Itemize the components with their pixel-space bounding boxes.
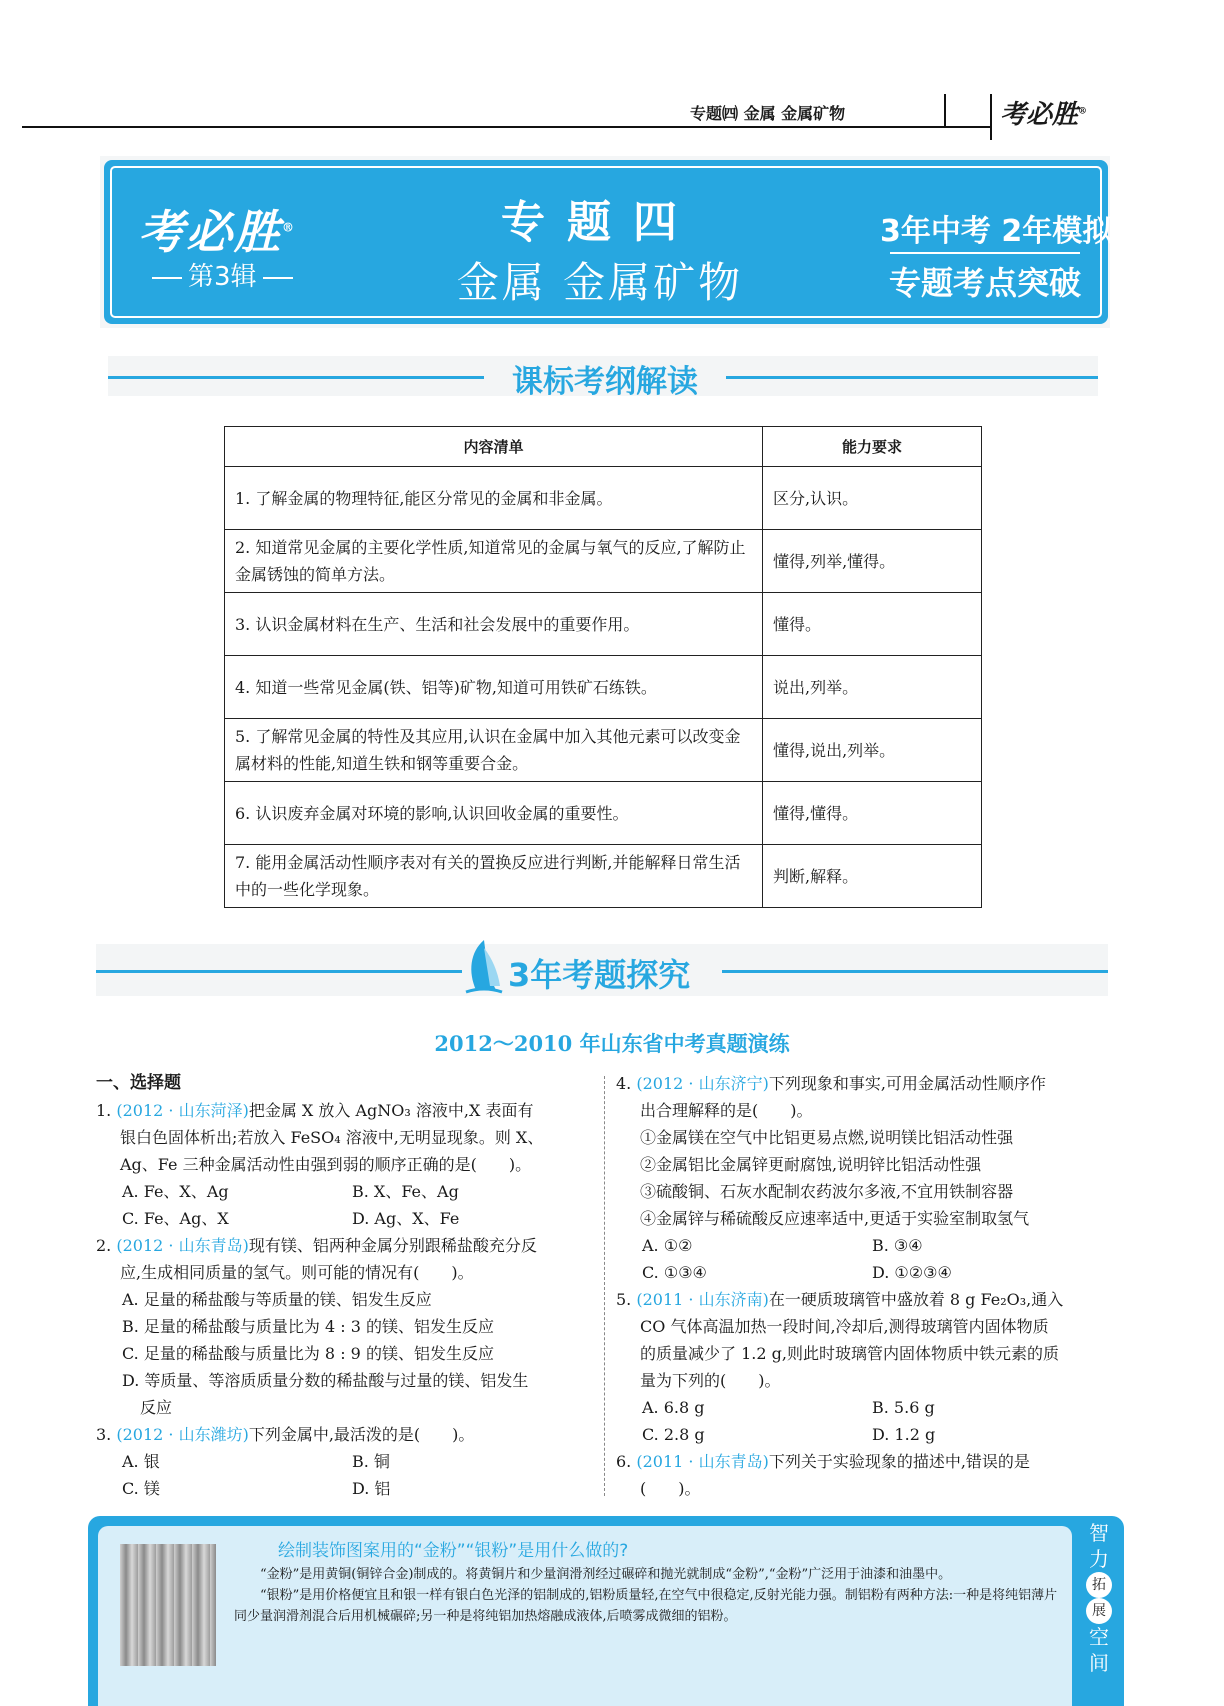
section-label: 一、选择题 <box>96 1073 181 1093</box>
content-cell: 1. 了解金属的物理特征,能区分常见的金属和非金属。 <box>225 467 763 530</box>
question-source: (2011 · 山东青岛) <box>636 1452 769 1471</box>
section-line <box>96 970 462 973</box>
question-line: ( )。 <box>640 1479 701 1498</box>
question-source: (2011 · 山东济南) <box>636 1290 769 1309</box>
question-line: 应,生成相同质量的氢气。则可能的情况有( )。 <box>120 1263 474 1282</box>
table-row <box>225 719 982 782</box>
ability-cell: 懂得,懂得。 <box>763 782 982 845</box>
option: B. X、Fe、Ag <box>352 1182 459 1201</box>
question-1: 1. (2012 · 山东菏泽)把金属 X 放入 AgNO₃ 溶液中,X 表面有 <box>96 1101 534 1120</box>
table-row <box>225 467 982 530</box>
content-cell: 7. 能用金属活动性顺序表对有关的置换反应进行判断,并能解释日常生活中的一些化学现象。 <box>225 845 763 908</box>
table-header: 内容清单 <box>225 427 763 467</box>
section-line <box>108 376 484 379</box>
option: C. 2.8 g <box>642 1425 705 1444</box>
header-rule <box>22 126 990 128</box>
box-text <box>234 1564 1058 1627</box>
statement: ②金属铝比金属锌更耐腐蚀,说明锌比铝活动性强 <box>640 1155 982 1174</box>
table-row <box>225 845 982 908</box>
running-title: 专题㈣ 金属 金属矿物 <box>690 104 846 123</box>
box-paragraph: “金粉”是用黄铜(铜锌合金)制成的。将黄铜片和少量润滑剂经过碾碎和抛光就制成“金粉”,“金粉”广泛用于油漆和油墨中。 <box>260 1567 952 1582</box>
subsection-title: 2012～2010 年山东省中考真题演练 <box>434 1031 790 1056</box>
option: A. ①② <box>642 1236 693 1255</box>
question-line: 出合理解释的是( )。 <box>640 1101 813 1120</box>
option: A. Fe、X、Ag <box>122 1182 229 1201</box>
table-row <box>225 782 982 845</box>
section-title: 课标考纲解读 <box>512 364 698 400</box>
question-source: (2012 · 山东菏泽) <box>116 1101 249 1120</box>
content-cell: 6. 认识废弃金属对环境的影响,认识回收金属的重要性。 <box>225 782 763 845</box>
content-cell: 3. 认识金属材料在生产、生活和社会发展中的重要作用。 <box>225 593 763 656</box>
option: C. Fe、Ag、X <box>122 1209 229 1228</box>
ability-cell: 懂得,说出,列举。 <box>763 719 982 782</box>
header-logo: 考必胜® <box>1000 100 1088 130</box>
ability-cell: 说出,列举。 <box>763 656 982 719</box>
question-3: 3. (2012 · 山东潍坊)下列金属中,最活泼的是( )。 <box>96 1425 475 1444</box>
illustration-image <box>120 1544 216 1666</box>
question-6: 6. (2011 · 山东青岛)下列关于实验现象的描述中,错误的是 <box>616 1452 1030 1471</box>
column-divider <box>604 1076 605 1496</box>
question-line: 的质量减少了 1.2 g,则此时玻璃管内固体物质中铁元素的质 <box>640 1344 1059 1363</box>
question-2: 2. (2012 · 山东青岛)现有镁、铝两种金属分别跟稀盐酸充分反 <box>96 1236 537 1255</box>
banner-topic: 专题四 <box>501 197 699 248</box>
sail-icon <box>462 938 506 996</box>
option: D. 等质量、等溶质质量分数的稀盐酸与过量的镁、铝发生 <box>122 1371 529 1390</box>
table-row <box>225 656 982 719</box>
curriculum-table <box>224 426 982 908</box>
table-header: 能力要求 <box>763 427 982 467</box>
table-row <box>225 530 982 593</box>
option: B. 5.6 g <box>872 1398 935 1417</box>
box-question: 绘制装饰图案用的“金粉”“银粉”是用什么做的? <box>278 1541 629 1561</box>
option: A. 6.8 g <box>642 1398 705 1417</box>
ability-cell: 判断,解释。 <box>763 845 982 908</box>
header-divider <box>990 94 992 140</box>
header-divider <box>944 94 946 126</box>
option: A. 足量的稀盐酸与等质量的镁、铝发生反应 <box>122 1290 432 1309</box>
statement: ①金属镁在空气中比铝更易点燃,说明镁比铝活动性强 <box>640 1128 1014 1147</box>
banner-edition: 第3辑 <box>146 256 299 293</box>
section-line <box>722 970 1108 973</box>
question-source: (2012 · 山东潍坊) <box>116 1425 249 1444</box>
question-source: (2012 · 山东济宁) <box>636 1074 769 1093</box>
box-paragraph: “银粉”是用价格便宜且和银一样有银白色光泽的铝制成的,铝粉质量轻,在空气中很稳定,反射光能力强。制铝粉有两种方法:一种是将纯铝薄片同少量润滑剂混合后用机械碾碎;另一种是将纯铝加热熔融成液体,后喷雾成微细的铝粉。 <box>234 1588 1058 1624</box>
option: C. ①③④ <box>642 1263 707 1282</box>
question-line: 量为下列的( )。 <box>640 1371 781 1390</box>
option: A. 银 <box>122 1452 160 1471</box>
content-cell: 5. 了解常见金属的特性及其应用,认识在金属中加入其他元素可以改变金属材料的性能,知道生铁和钢等重要合金。 <box>225 719 763 782</box>
banner-logo: 考必胜® <box>138 205 296 259</box>
option: D. Ag、X、Fe <box>352 1209 460 1228</box>
question-line: 银白色固体析出;若放入 FeSO₄ 溶液中,无明显现象。则 X、 <box>120 1128 544 1147</box>
statement: ③硫酸铜、石灰水配制农药波尔多液,不宜用铁制容器 <box>640 1182 1014 1201</box>
question-line: CO 气体高温加热一段时间,冷却后,测得玻璃管内固体物质 <box>640 1317 1049 1336</box>
option: D. ①②③④ <box>872 1263 952 1282</box>
ability-cell: 区分,认识。 <box>763 467 982 530</box>
content-cell: 4. 知道一些常见金属(铁、铝等)矿物,知道可用铁矿石练铁。 <box>225 656 763 719</box>
banner-subtitle: 金属 金属矿物 <box>456 258 744 307</box>
question-line: Ag、Fe 三种金属活动性由强到弱的顺序正确的是( )。 <box>120 1155 532 1174</box>
question-column-right <box>616 1070 1116 1502</box>
section-line <box>726 376 1098 379</box>
option: B. 足量的稀盐酸与质量比为 4 : 3 的镁、铝发生反应 <box>122 1317 495 1336</box>
statement: ④金属锌与稀硫酸反应速率适中,更适于实验室制取氢气 <box>640 1209 1030 1228</box>
section-title: 3年考题探究 <box>508 956 691 994</box>
question-5: 5. (2011 · 山东济南)在一硬质玻璃管中盛放着 8 g Fe₂O₃,通入 <box>616 1290 1064 1309</box>
question-4: 4. (2012 · 山东济宁)下列现象和事实,可用金属活动性顺序作 <box>616 1074 1046 1093</box>
option: C. 足量的稀盐酸与质量比为 8 : 9 的镁、铝发生反应 <box>122 1344 494 1363</box>
series-rule <box>890 252 1080 254</box>
ability-cell: 懂得。 <box>763 593 982 656</box>
option: 反应 <box>140 1398 173 1417</box>
question-source: (2012 · 山东青岛) <box>116 1236 249 1255</box>
option: C. 镁 <box>122 1479 160 1498</box>
option: B. ③④ <box>872 1236 923 1255</box>
content-cell: 2. 知道常见金属的主要化学性质,知道常见的金属与氧气的反应,了解防止金属锈蚀的简单方法。 <box>225 530 763 593</box>
table-row <box>225 593 982 656</box>
series-line-2: 专题考点突破 <box>888 264 1081 302</box>
option: D. 铝 <box>352 1479 391 1498</box>
option: D. 1.2 g <box>872 1425 936 1444</box>
series-line-1: 3年中考 2年模拟 <box>880 214 1113 249</box>
ability-cell: 懂得,列举,懂得。 <box>763 530 982 593</box>
side-tab: 智 力 拓 展 空 间 <box>1080 1520 1118 1676</box>
option: B. 铜 <box>352 1452 390 1471</box>
question-column-left <box>96 1070 596 1502</box>
